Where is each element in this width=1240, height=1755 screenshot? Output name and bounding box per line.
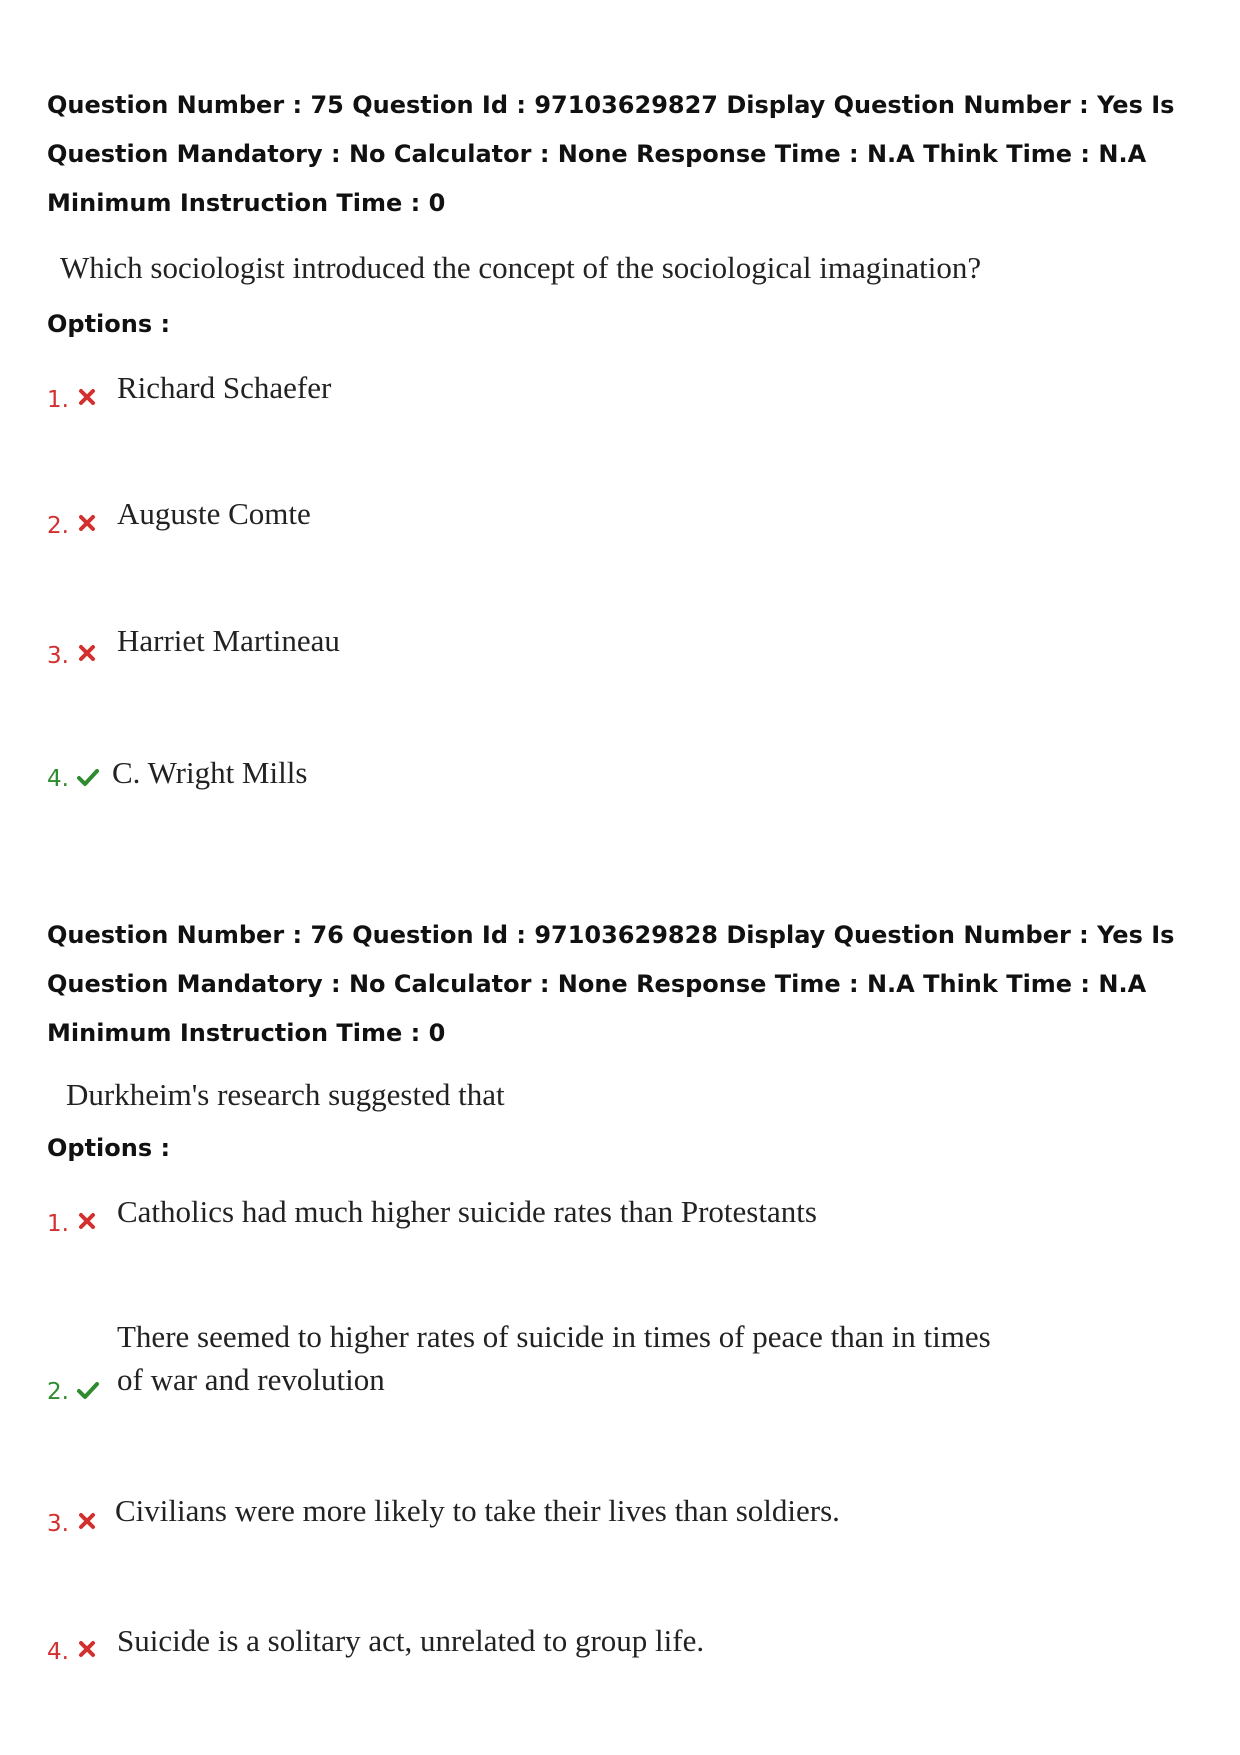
question-75-options-label: Options : [47, 310, 171, 338]
q76-option-2-number: 2. [47, 1379, 69, 1405]
q76-option-4-text: Suicide is a solitary act, unrelated to group life. [117, 1623, 705, 1658]
q76-option-1-text: Catholics had much higher suicide rates than Protestants [117, 1194, 817, 1229]
q76-option-3-text: Civilians were more likely to take their lives than soldiers. [115, 1493, 840, 1528]
cross-icon [77, 643, 97, 663]
q75-option-1-number: 1. [47, 387, 69, 413]
q75-option-3-number: 3. [47, 643, 69, 669]
q75-option-4-text: C. Wright Mills [112, 755, 308, 790]
q76-option-1-number: 1. [47, 1211, 69, 1237]
cross-icon [77, 1211, 97, 1231]
q76-option-4-number: 4. [47, 1639, 69, 1665]
q75-option-2-number: 2. [47, 513, 69, 539]
question-76-options-label: Options : [47, 1134, 171, 1162]
cross-icon [77, 1511, 97, 1531]
q76-option-3-number: 3. [47, 1511, 69, 1537]
question-75-text: Which sociologist introduced the concept of the sociological imagination? [60, 250, 982, 285]
q75-option-4-number: 4. [47, 766, 69, 792]
q75-option-3-text: Harriet Martineau [117, 623, 340, 658]
check-icon [76, 1380, 100, 1400]
q75-option-2-text: Auguste Comte [117, 496, 311, 531]
question-75-meta: Question Number : 75 Question Id : 97103629827 Display Question Number : Yes Is Question Mandatory : No Calculator : None Response Time : N.A Think Time : N.A Minimum Instruction Time : 0 [47, 91, 1175, 217]
cross-icon [77, 513, 97, 533]
check-icon [76, 767, 100, 787]
cross-icon [77, 387, 97, 407]
question-76-text: Durkheim's research suggested that [66, 1077, 505, 1112]
question-76-meta: Question Number : 76 Question Id : 97103629828 Display Question Number : Yes Is Question Mandatory : No Calculator : None Response Time : N.A Think Time : N.A Minimum Instruction Time : 0 [47, 921, 1175, 1047]
q75-option-1-text: Richard Schaefer [117, 370, 332, 405]
cross-icon [77, 1639, 97, 1659]
q76-option-2-text: There seemed to higher rates of suicide in times of peace than in times of war and revolution [117, 1319, 991, 1397]
